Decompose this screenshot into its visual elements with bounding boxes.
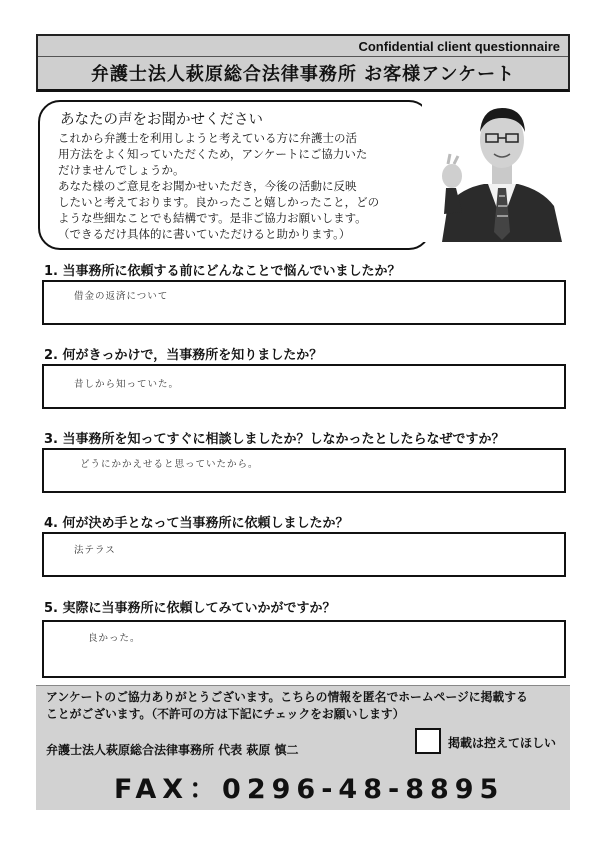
fax-number: FAX：0296-48-8895 — [114, 774, 505, 805]
question-4-label: 4. 何が決め手となって当事務所に依頼しましたか？ — [44, 516, 349, 531]
question-3-answer-box[interactable] — [42, 448, 566, 493]
footer-notice — [46, 689, 556, 723]
intro-text — [58, 130, 420, 242]
intro-line: あなた様のご意見をお聞かせいただき，今後の活動に反映 — [58, 179, 357, 193]
question-1-label: 1. 当事務所に依頼する前にどんなことで悩んでいましたか？ — [44, 264, 401, 279]
question-4-answer: 法テラス — [74, 545, 116, 556]
intro-line: これから弁護士を利用しようと考えている方に弁護士の活 — [58, 131, 357, 145]
question-2-label: 2. 何がきっかけで，当事務所を知りましたか？ — [44, 348, 323, 363]
question-5-label: 5. 実際に当事務所に依頼してみていかがですか？ — [44, 601, 336, 616]
page-title: 弁護士法人萩原総合法律事務所 お客様アンケート — [90, 64, 516, 85]
no-publish-checkbox[interactable] — [415, 728, 441, 754]
intro-line: 用方法をよく知っていただくため，アンケートにご協力いた — [58, 147, 368, 161]
intro-line: だけませんでしょうか。 — [58, 163, 185, 177]
question-1-answer: 借金の返済について — [74, 291, 169, 302]
question-2-answer: 昔しから知っていた。 — [74, 379, 180, 390]
footer-band — [36, 685, 570, 810]
question-3-answer: どうにかかえせると思っていたから。 — [80, 459, 259, 470]
question-3-label: 3. 当事務所を知ってすぐに相談しましたか？しなかったとしたらなぜですか？ — [44, 432, 505, 447]
question-1-answer-box[interactable] — [42, 280, 566, 325]
footer-notice-line: アンケートのご協力ありがとうございます。こちらの情報を匿名でホームページに掲載する — [46, 690, 528, 704]
no-publish-label: 掲載は控えてほしい — [448, 736, 557, 750]
intro-speech-bubble — [38, 100, 431, 250]
header-band — [36, 34, 570, 92]
intro-line: したいと考えております。良かったこと嬉しかったこと，どの — [58, 195, 380, 209]
lawyer-photo — [422, 92, 568, 242]
intro-line: ような些細なことでも結構です。是非ご協力お願いします。 — [58, 211, 367, 225]
firm-representative: 弁護士法人萩原総合法律事務所 代表 萩原 慎二 — [46, 743, 299, 757]
question-4-answer-box[interactable] — [42, 532, 566, 577]
footer-notice-line: ことがございます。（不許可の方は下記にチェックをお願いします） — [46, 707, 405, 721]
question-5-answer: 良かった。 — [88, 633, 141, 644]
intro-line: （できるだけ具体的に書いていただけると助かります。） — [58, 227, 351, 241]
question-5-answer-box[interactable] — [42, 620, 566, 678]
question-2-answer-box[interactable] — [42, 364, 566, 409]
intro-title: あなたの声をお聞かせください — [60, 112, 263, 128]
questionnaire-sheet — [36, 34, 570, 809]
header-divider — [38, 56, 568, 57]
header-subtitle: Confidential client questionnaire — [358, 39, 560, 54]
